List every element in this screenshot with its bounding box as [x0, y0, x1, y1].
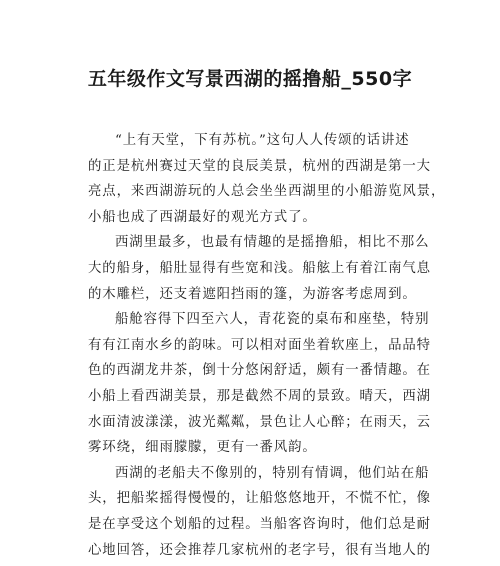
- text-line: 小船也成了西湖最好的观光方式了。: [88, 209, 317, 225]
- text-line: 小船上看西湖美景，那是截然不周的景致。晴天，西湖: [88, 388, 431, 404]
- text-line: 雾环绕，细雨朦朦，更有一番风韵。: [88, 440, 317, 456]
- text-line: 船舱容得下四至六人，青花瓷的桌布和座垫，特别: [115, 312, 430, 328]
- text-line: 西湖里最多，也最有情趣的是摇撸船，相比不那么: [115, 235, 430, 251]
- text-line: 西湖的老船夫不像别的，特别有情调，他们站在船: [115, 465, 430, 481]
- text-line: 的正是杭州赛过天堂的良辰美景，杭州的西湖是第一大: [88, 158, 431, 174]
- text-line: 大的船身，船肚显得有些宽和浅。船舷上有着江南气息: [88, 260, 431, 276]
- document-title: 五年级作文写景西湖的摇撸船_550字: [87, 68, 413, 90]
- text-line: 心地回答，还会推荐几家杭州的老字号，很有当地人的: [88, 542, 431, 558]
- text-line: 的木雕栏，还支着遮阳挡雨的篷，为游客考虑周到。: [88, 286, 417, 302]
- text-line: 头，把船桨摇得慢慢的，让船悠悠地开，不慌不忙，像: [88, 491, 431, 507]
- document-body: [88, 128, 446, 563]
- text-line: 水面清波漾漾，波光粼粼，景色让人心醉；在雨天，云: [88, 414, 431, 430]
- text-line: 色的西湖龙井茶，倒十分悠闲舒适，颇有一番情趣。在: [88, 363, 431, 379]
- text-line: 亮点，来西湖游玩的人总会坐坐西湖里的小船游览风景，: [88, 184, 446, 200]
- text-line: 是在享受这个划船的过程。当船客咨询时，他们总是耐: [88, 516, 431, 532]
- text-line: “上有天堂，下有苏杭。”这句人人传颂的话讲述: [115, 133, 410, 148]
- text-line: 有有江南水乡的韵味。可以相对面坐着软座上，品品特: [88, 337, 431, 353]
